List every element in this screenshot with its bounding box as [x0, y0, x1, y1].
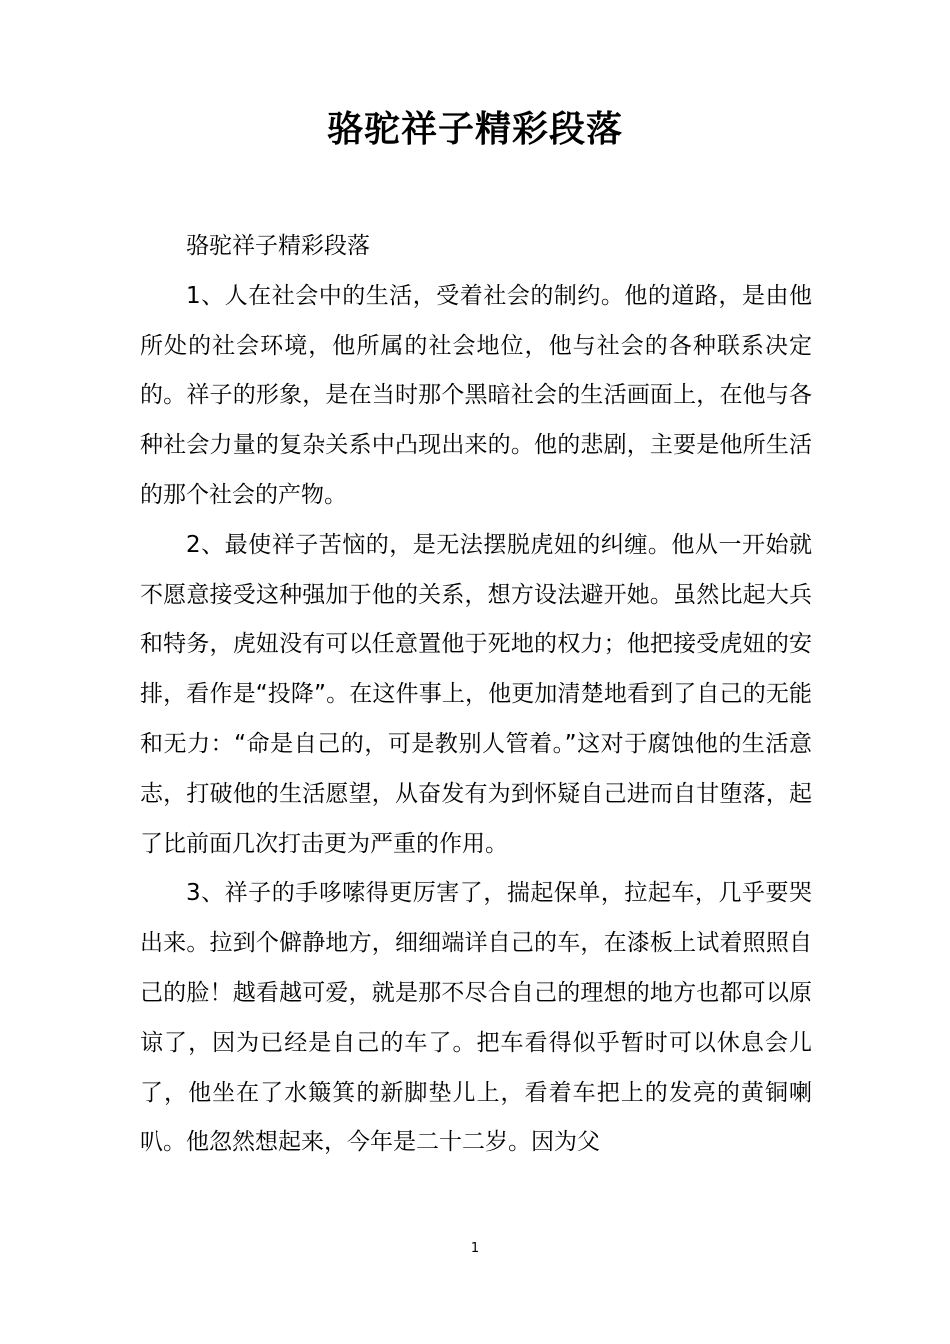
page-number: 1: [470, 1241, 480, 1256]
document-body: [140, 222, 812, 1168]
paragraph-3: 3、祥子的手哆嗦得更厉害了，揣起保单，拉起车，几乎要哭出来。拉到个僻静地方，细细端详自己的车，在漆板上试着照照自己的脸！越看越可爱，就是那不尽合自己的理想的地方也都可以原谅了，因为已经是自己的车了。把车看得似乎暂时可以休息会儿了，他坐在了水簸箕的新脚垫儿上，看着车把上的发亮的黄铜喇叭。他忽然想起来，今年是二十二岁。因为父: [140, 880, 812, 1156]
subtitle-paragraph: 骆驼祥子精彩段落: [186, 233, 370, 259]
paragraph-1: 1、人在社会中的生活，受着社会的制约。他的道路，是由他所处的社会环境，他所属的社会地位，他与社会的各种联系决定的。祥子的形象，是在当时那个黑暗社会的生活画面上，在他与各种社会力量的复杂关系中凸现出来的。他的悲剧，主要是他所生活的那个社会的产物。: [140, 282, 812, 508]
paragraph-2: 2、最使祥子苦恼的，是无法摆脱虎妞的纠缠。他从一开始就不愿意接受这种强加于他的关系，想方设法避开她。虽然比起大兵和特务，虎妞没有可以任意置他于死地的权力；他把接受虎妞的安排，看作是“投降”。在这件事上，他更加清楚地看到了自己的无能和无力：“命是自己的，可是教别人管着。”这对于腐蚀他的生活意志，打破他的生活愿望，从奋发有为到怀疑自己进而自甘堕落，起了比前面几次打击更为严重的作用。: [140, 531, 812, 857]
page-title: 骆驼祥子精彩段落: [326, 109, 623, 150]
